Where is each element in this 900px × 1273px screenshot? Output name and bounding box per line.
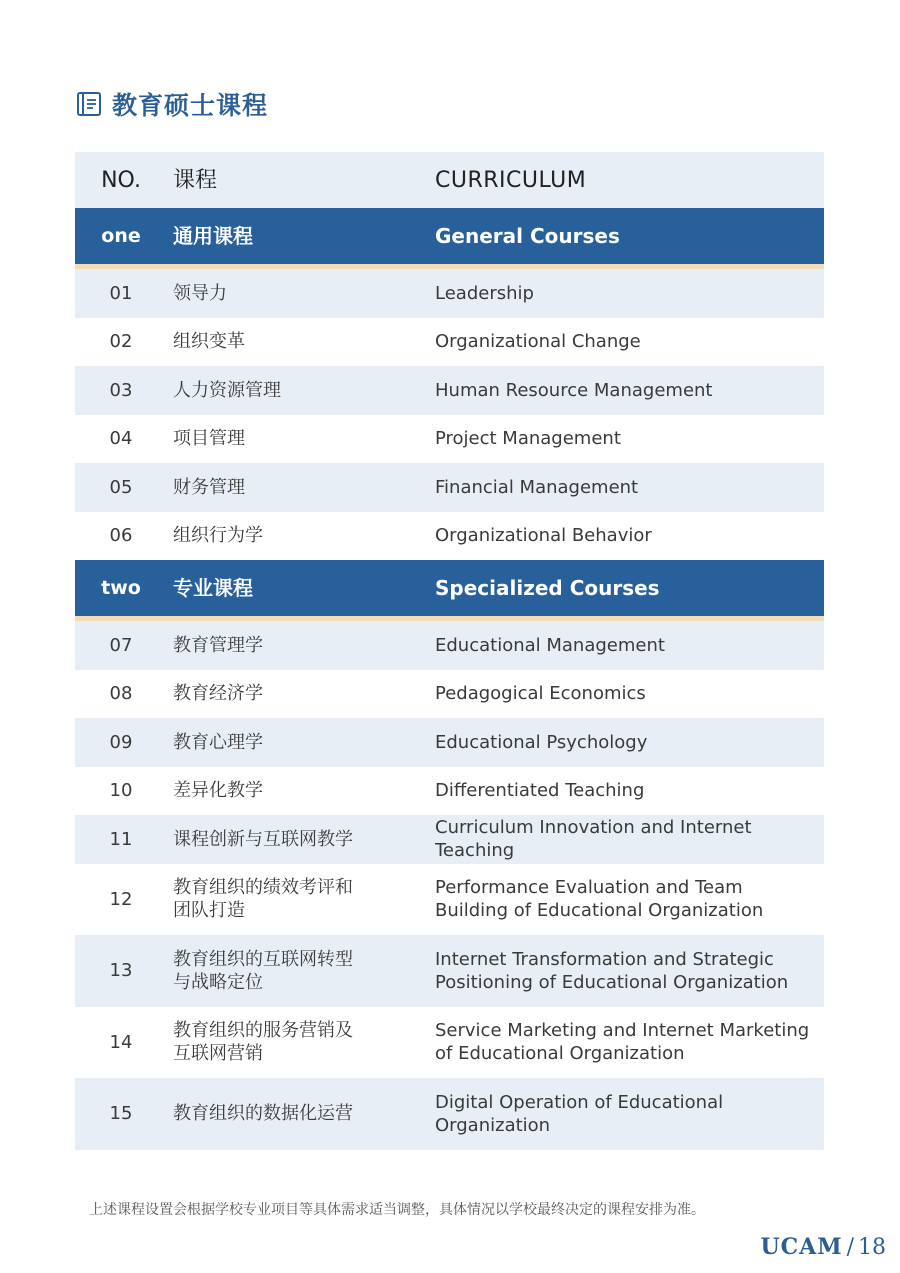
course-no: 15 [109,1103,133,1125]
course-no: 04 [109,428,133,450]
table-row [75,1078,824,1150]
page-separator: / [846,1235,854,1260]
course-cn: 课程创新与互联网教学 [173,828,353,850]
table-row [75,621,824,670]
table-row [75,463,824,512]
course-en: Organizational Behavior [435,525,652,547]
course-cn: 教育组织的互联网转型 与战略定位 [173,948,353,993]
course-no: 14 [109,1031,133,1053]
course-cn: 教育组织的服务营销及 互联网营销 [173,1020,353,1065]
section-no: two [101,577,141,599]
header-cn: 课程 [173,167,218,193]
course-en: Organizational Change [435,331,641,353]
course-no: 05 [109,476,133,498]
course-no: 11 [109,828,133,850]
course-no: 03 [109,379,133,401]
course-no: 06 [109,525,133,547]
table-row [75,864,824,936]
book-icon [76,91,102,117]
course-en: Differentiated Teaching [435,780,645,802]
section-en: Specialized Courses [435,575,660,600]
course-en: Pedagogical Economics [435,683,646,705]
course-en: Digital Operation of Educational Organization [435,1091,724,1136]
page-title: 教育硕士课程 [112,91,269,120]
table-row [75,1007,824,1079]
section-header [75,208,824,269]
course-no: 13 [109,960,133,982]
course-no: 01 [109,282,133,304]
course-en: Financial Management [435,476,639,498]
course-cn: 项目管理 [173,428,245,450]
course-cn: 教育管理学 [173,634,263,656]
table-row [75,935,824,1007]
table-row [75,366,824,415]
course-no: 09 [109,731,133,753]
page-number: 18 [858,1235,886,1260]
table-row [75,269,824,318]
course-cn: 组织变革 [173,331,245,353]
section-no: one [101,225,141,247]
course-no: 10 [109,780,133,802]
course-cn: 财务管理 [173,476,245,498]
header-en: CURRICULUM [435,167,587,193]
table-row [75,512,824,561]
table-row [75,815,824,864]
course-en: Human Resource Management [435,379,713,401]
footnote: 上述课程设置会根据学校专业项目等具体需求适当调整，具体情况以学校最终决定的课程安排为准。 [89,1202,705,1218]
course-cn: 教育组织的绩效考评和 团队打造 [173,877,353,922]
section-header [75,560,824,621]
table-row [75,718,824,767]
table-row [75,415,824,464]
course-cn: 教育心理学 [173,731,263,753]
header-no: NO. [101,167,141,193]
section-en: General Courses [435,223,620,248]
course-no: 07 [109,634,133,656]
course-en: Project Management [435,428,621,450]
course-cn: 人力资源管理 [173,379,281,401]
course-en: Leadership [435,282,534,304]
course-en: Educational Psychology [435,731,648,753]
course-cn: 领导力 [173,282,227,304]
curriculum-table [75,152,824,1150]
course-en: Performance Evaluation and Team Building of Educational Organization [435,877,764,922]
course-cn: 差异化教学 [173,780,263,802]
page-footer [760,1234,886,1260]
course-no: 02 [109,331,133,353]
course-no: 08 [109,683,133,705]
table-header [75,152,824,208]
section-cn: 通用课程 [173,223,253,248]
course-en: Educational Management [435,634,665,656]
course-en: Internet Transformation and Strategic Positioning of Educational Organization [435,948,789,993]
section-cn: 专业课程 [173,575,253,600]
table-row [75,670,824,719]
table-row [75,318,824,367]
course-cn: 教育组织的数据化运营 [173,1103,353,1125]
page-title-row [76,86,268,122]
course-no: 12 [109,888,133,910]
course-en: Curriculum Innovation and Internet Teaching [435,817,752,862]
course-cn: 组织行为学 [173,525,263,547]
brand-logo-text: UCAM [760,1234,843,1260]
table-row [75,767,824,816]
course-en: Service Marketing and Internet Marketing of Educational Organization [435,1020,810,1065]
course-cn: 教育经济学 [173,683,263,705]
